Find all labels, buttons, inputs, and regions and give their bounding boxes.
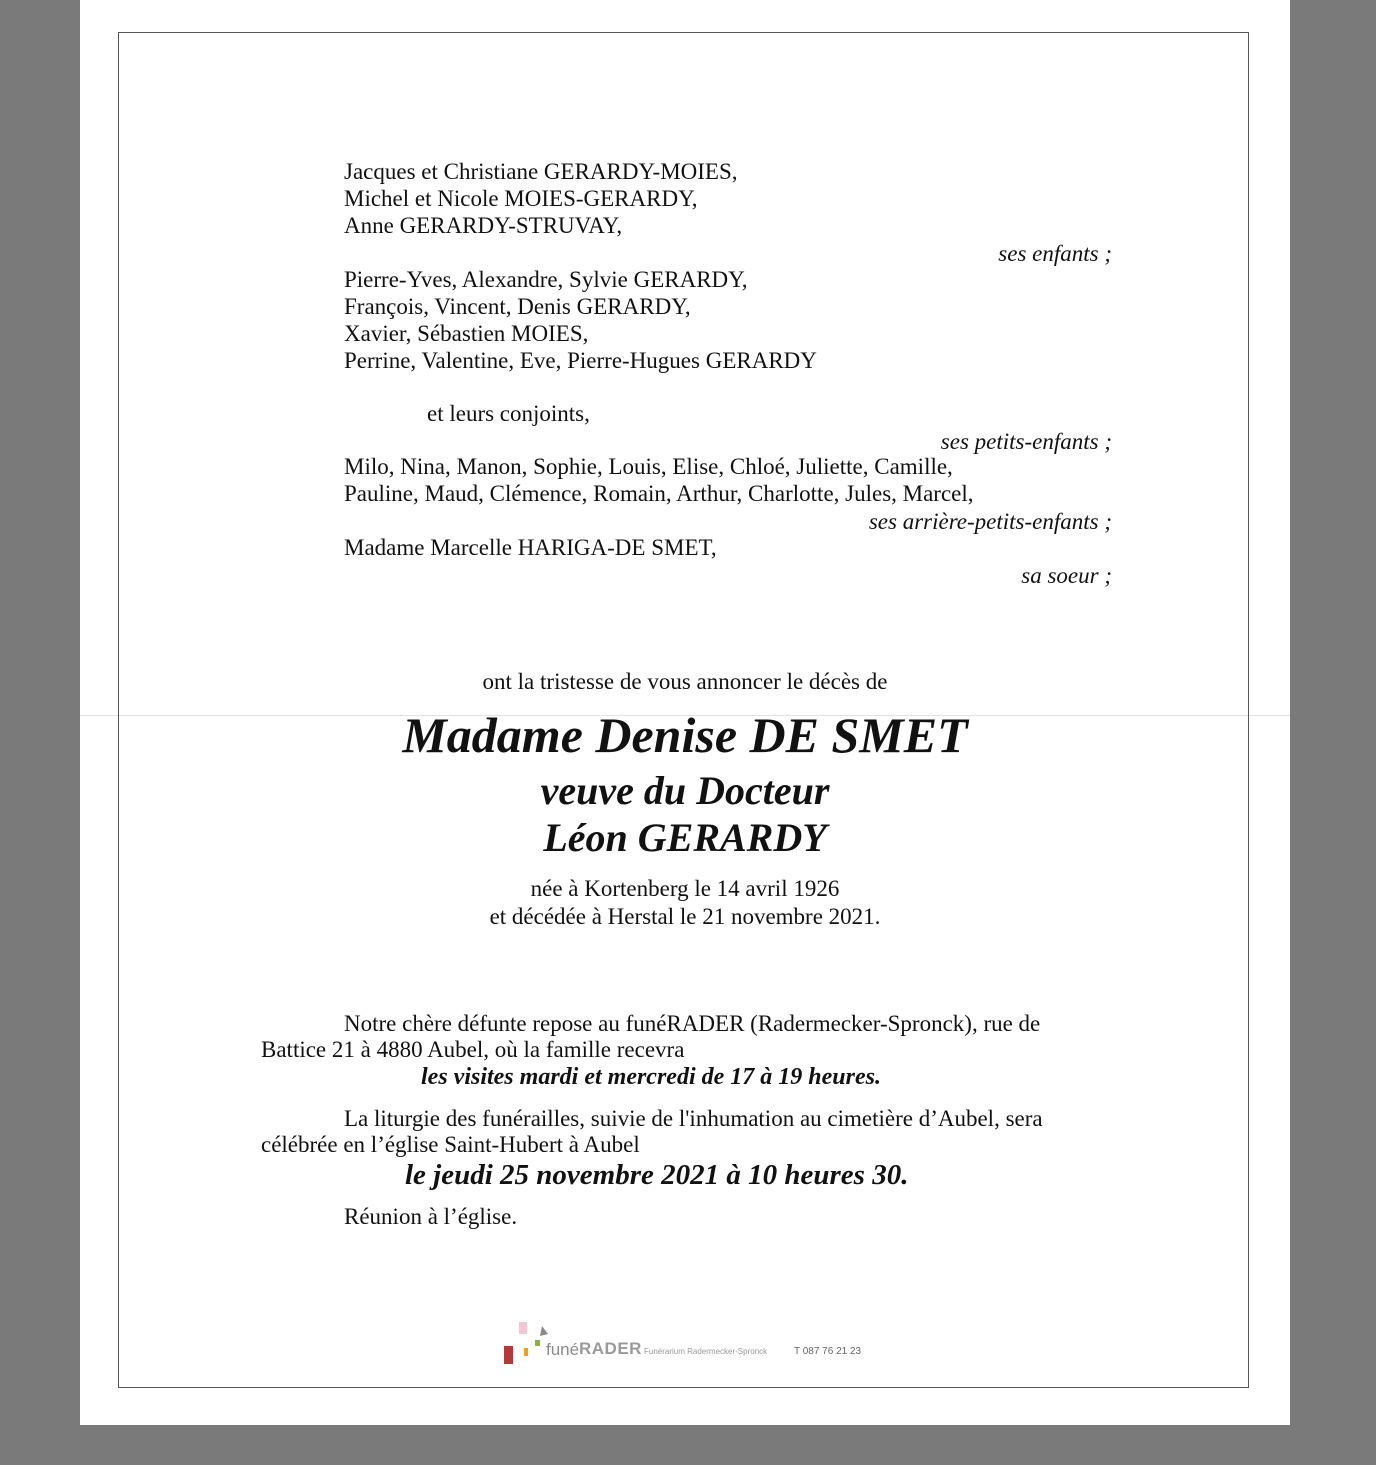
liturgy-line-1: La liturgie des funérailles, suivie de l'inhumation au cimetière d’Aubel, sera <box>344 1106 1043 1131</box>
sister-label: sa soeur ; <box>1021 563 1112 588</box>
repose-line-1: Notre chère défunte repose au funéRADER (Radermecker-Spronck), rue de <box>344 1011 1041 1036</box>
great-grandchild-line-1: Milo, Nina, Manon, Sophie, Louis, Elise, Chloé, Juliette, Camille, <box>344 454 953 479</box>
child-line-3: Anne GERARDY-STRUVAY, <box>344 213 623 238</box>
funeral-date-line: le jeudi 25 novembre 2021 à 10 heures 30. <box>405 1159 909 1191</box>
grandchildren-label: ses petits-enfants ; <box>940 429 1112 454</box>
grandchild-line-4: Perrine, Valentine, Eve, Pierre-Hugues GERARDY <box>344 348 817 373</box>
logo-bird <box>540 1326 548 1336</box>
widow-line-1: veuve du Docteur <box>540 768 830 813</box>
logo-square-orange <box>524 1348 528 1356</box>
grandchild-line-3: Xavier, Sébastien MOIES, <box>344 321 589 346</box>
great-grandchild-line-2: Pauline, Maud, Clémence, Romain, Arthur, Charlotte, Jules, Marcel, <box>344 481 974 506</box>
meeting-line: Réunion à l’église. <box>344 1204 518 1229</box>
logo-main: RADER <box>579 1339 642 1358</box>
repose-line-2: Battice 21 à 4880 Aubel, où la famille recevra <box>261 1037 685 1062</box>
obituary-sheet <box>80 0 1290 1425</box>
death-line: et décédée à Herstal le 21 novembre 2021. <box>489 904 881 929</box>
deceased-name: Madame Denise DE SMET <box>402 707 968 763</box>
liturgy-line-2: célébrée en l’église Saint-Hubert à Aubel <box>261 1132 640 1157</box>
logo-square-pink <box>519 1322 527 1334</box>
child-line-2: Michel et Nicole MOIES-GERARDY, <box>344 186 698 211</box>
logo-square-green <box>535 1340 540 1346</box>
logo-prefix: funé <box>546 1340 580 1359</box>
logo-subtitle: Funérarium Radermecker-Spronck <box>644 1347 768 1356</box>
widow-line-2: Léon GERARDY <box>543 815 827 860</box>
visits-line: les visites mardi et mercredi de 17 à 19 heures. <box>421 1064 881 1090</box>
birth-line: née à Kortenberg le 14 avril 1926 <box>530 876 840 901</box>
logo-square-red <box>504 1346 513 1364</box>
grandchild-line-2: François, Vincent, Denis GERARDY, <box>344 294 691 319</box>
spouses-line: et leurs conjoints, <box>427 401 590 426</box>
funerader-logo-icon <box>502 1320 552 1366</box>
logo-phone: T 087 76 21 23 <box>794 1346 862 1357</box>
announcement-intro: ont la tristesse de vous annoncer le décès de <box>482 669 888 694</box>
children-label: ses enfants ; <box>998 241 1112 266</box>
great-grandchildren-label: ses arrière-petits-enfants ; <box>868 509 1112 534</box>
sister-line: Madame Marcelle HARIGA-DE SMET, <box>344 535 717 560</box>
child-line-1: Jacques et Christiane GERARDY-MOIES, <box>344 159 738 184</box>
grandchild-line-1: Pierre-Yves, Alexandre, Sylvie GERARDY, <box>344 267 748 292</box>
funerader-logo <box>502 1320 902 1370</box>
